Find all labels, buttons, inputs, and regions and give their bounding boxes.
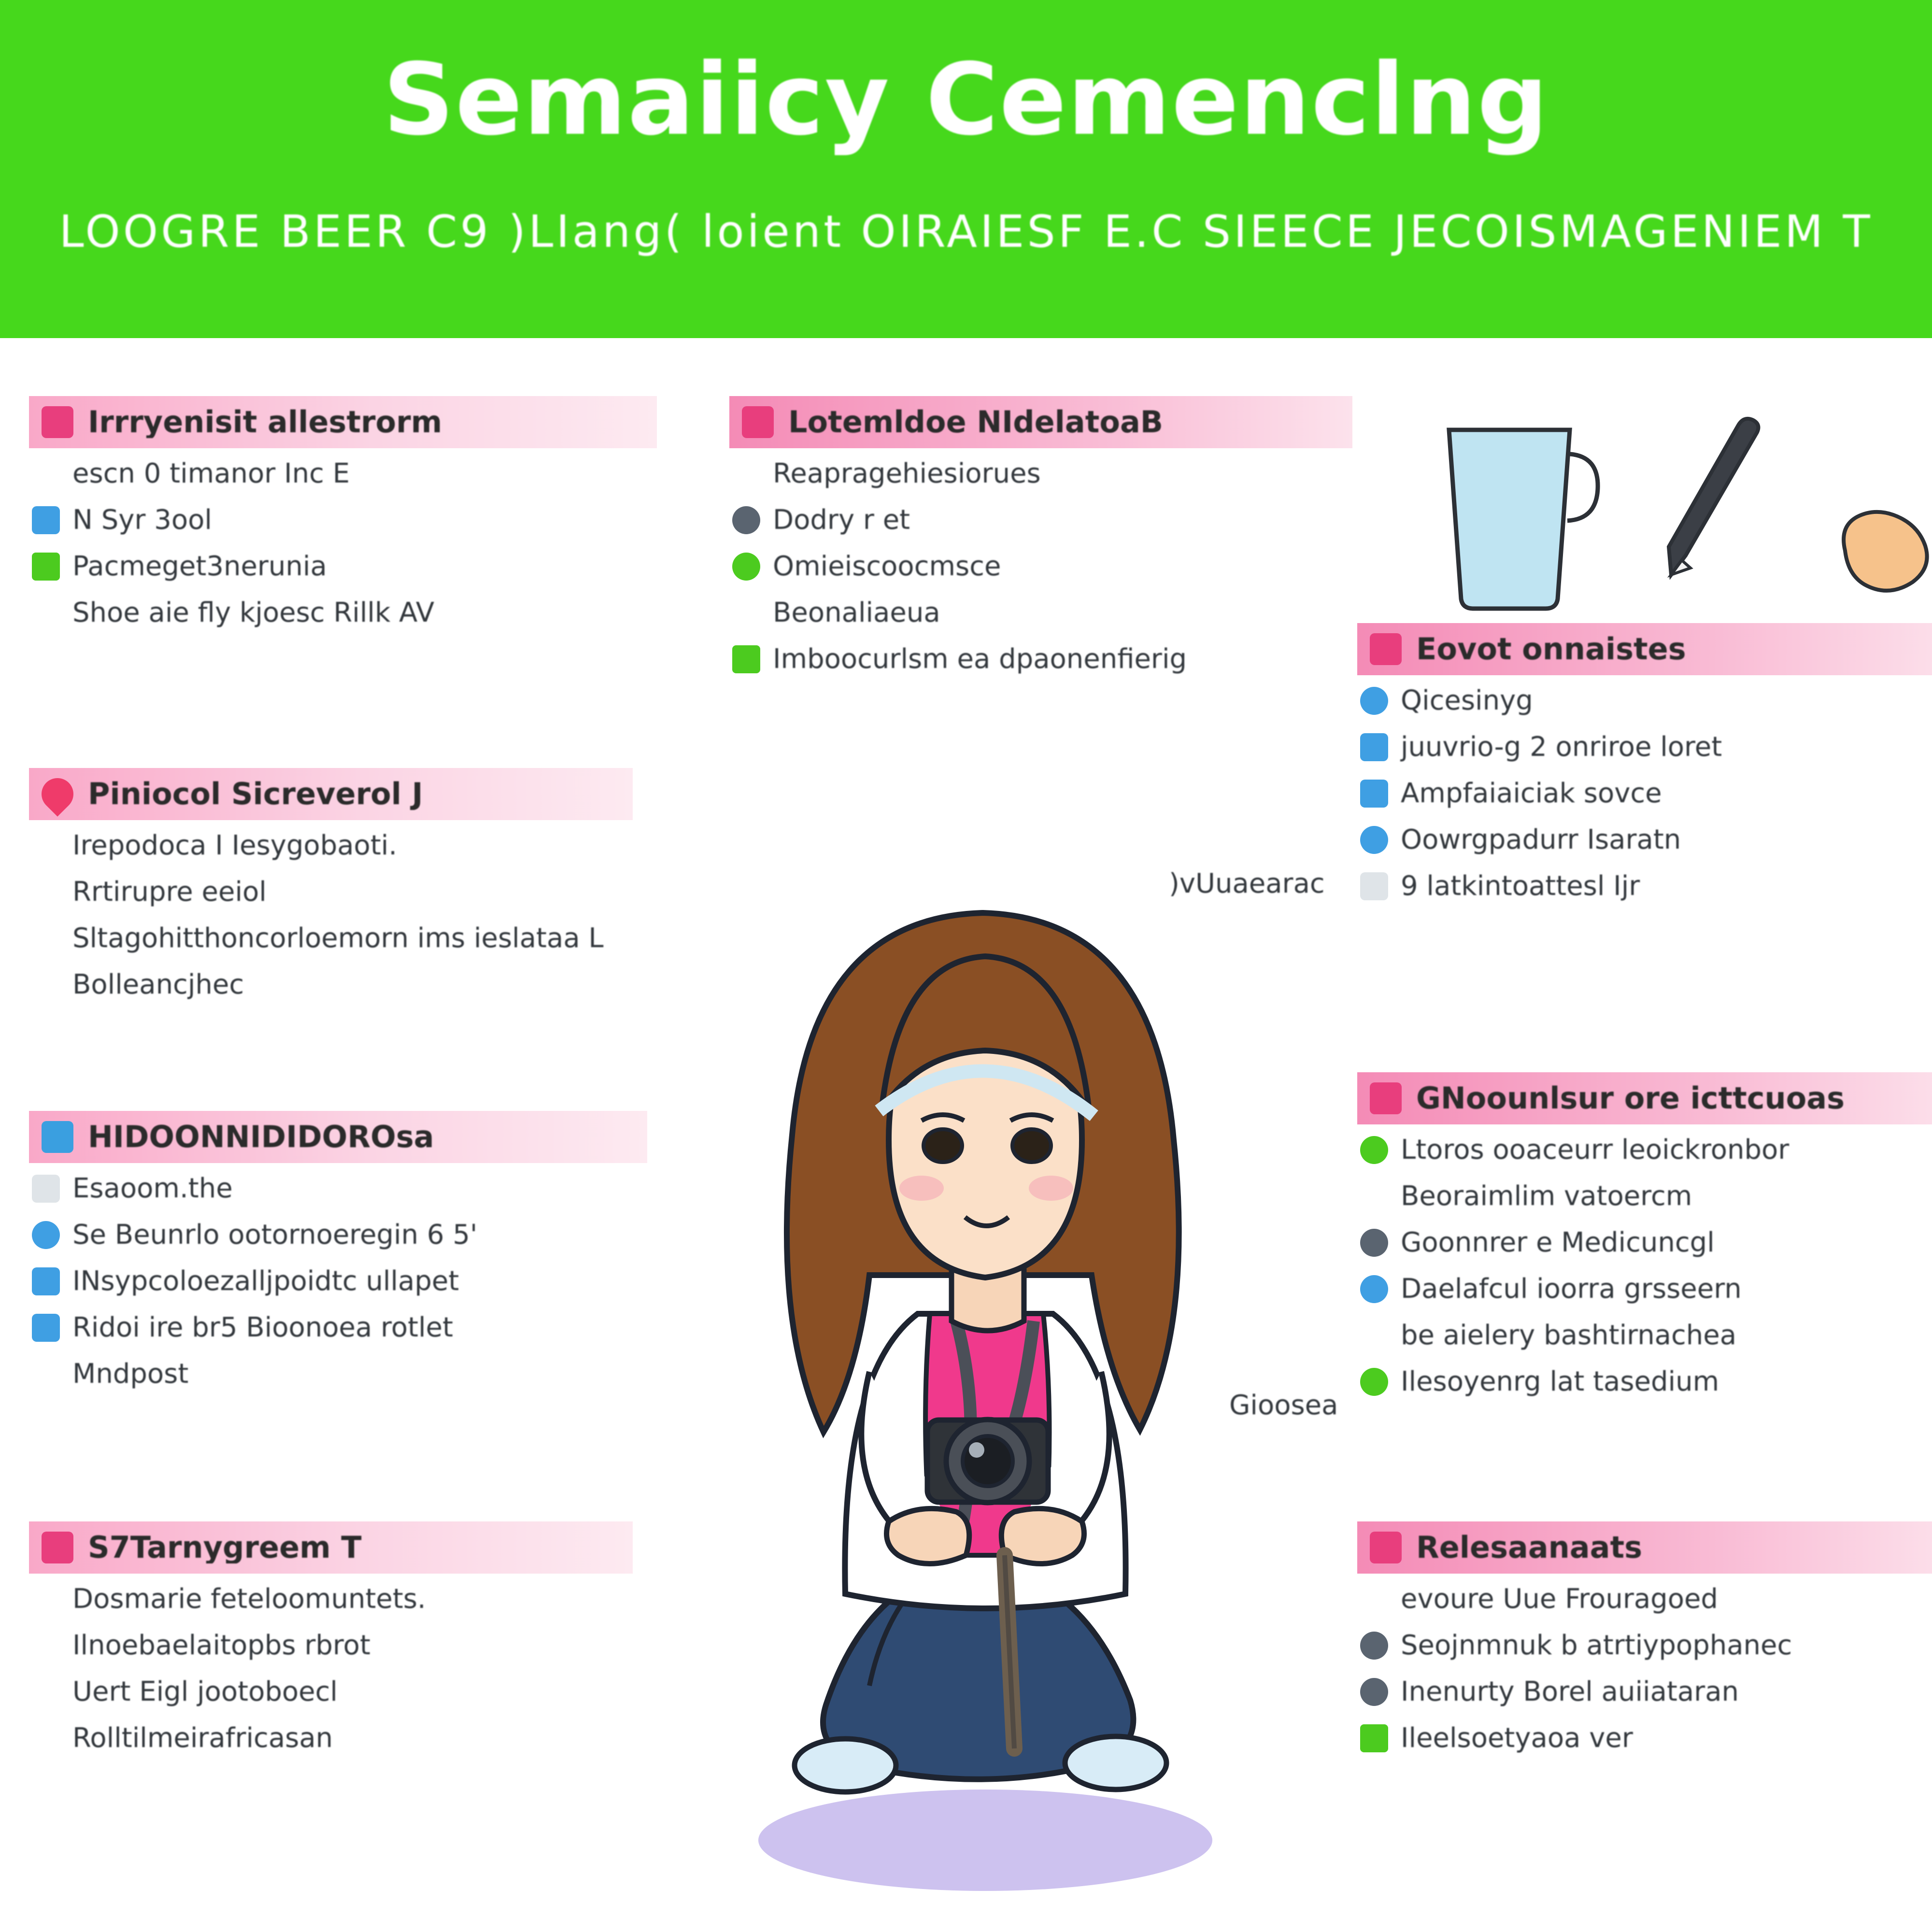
coffee-mug-icon bbox=[1430, 411, 1604, 613]
list-item bbox=[32, 552, 657, 582]
section-lighting bbox=[729, 396, 1352, 691]
list-item bbox=[32, 598, 657, 628]
list-item bbox=[1360, 825, 1932, 855]
square-pink-icon bbox=[42, 1532, 73, 1563]
square-pink-icon bbox=[42, 406, 73, 438]
list-item-label: juuvrio-g 2 onriroe loret bbox=[1401, 731, 1722, 763]
blank-bullet-icon bbox=[32, 1360, 60, 1388]
blue-square-bullet-icon bbox=[32, 506, 60, 534]
list-item bbox=[732, 552, 1352, 582]
list-item-label: Daelafcul ioorra grsseern bbox=[1401, 1273, 1742, 1305]
square-pink-icon bbox=[1370, 633, 1402, 665]
list-item bbox=[32, 1174, 647, 1204]
list-item-label: Irepodoca I Iesygobaoti. bbox=[72, 830, 398, 861]
annotation-label: Gioosea bbox=[1229, 1390, 1338, 1421]
list-item-label: Ltoros ooaceurr leoickronbor bbox=[1401, 1134, 1790, 1165]
section-list bbox=[1357, 1584, 1932, 1753]
section-list bbox=[1357, 1135, 1932, 1397]
section-header bbox=[29, 1111, 647, 1163]
list-item bbox=[32, 1266, 647, 1296]
blank-bullet-icon bbox=[32, 832, 60, 860]
list-item-label: Imboocurlsm ea dpaonenfierig bbox=[773, 643, 1187, 675]
dark-circle-bullet-icon bbox=[1360, 1632, 1388, 1660]
list-item bbox=[732, 459, 1352, 489]
list-item bbox=[732, 598, 1352, 628]
list-item-label: Qicesinyg bbox=[1401, 685, 1533, 716]
green-square-bullet-icon bbox=[1360, 1724, 1388, 1752]
list-item-label: Oowrgpadurr Isaratn bbox=[1401, 824, 1681, 855]
list-item-label: Beoraimlim vatoercm bbox=[1401, 1180, 1692, 1212]
section-settings bbox=[29, 1111, 647, 1406]
section-title: HIDOONNIDIDOROsa bbox=[88, 1121, 434, 1153]
list-item bbox=[32, 1631, 633, 1661]
list-item-label: Inenurty Borel auiiataran bbox=[1401, 1676, 1739, 1707]
list-item bbox=[1360, 1228, 1932, 1258]
blank-bullet-icon bbox=[32, 1585, 60, 1613]
page-subtitle: LOOGRE BEER C9 )LIang( loient OIRAIESF E.C SIEECE JECOISMAGENIEM T bbox=[59, 206, 1873, 257]
section-header bbox=[1357, 1072, 1932, 1124]
list-item bbox=[32, 1677, 633, 1707]
list-item bbox=[1360, 779, 1932, 809]
light-square-bullet-icon bbox=[32, 1175, 60, 1203]
list-item bbox=[32, 459, 657, 489]
section-header bbox=[1357, 623, 1932, 675]
list-item-label: Pacmeget3nerunia bbox=[72, 551, 327, 582]
list-item bbox=[1360, 1321, 1932, 1350]
blank-bullet-icon bbox=[32, 878, 60, 906]
list-item-label: Bolleancjhec bbox=[72, 969, 244, 1000]
section-title: Irrryenisit allestrorm bbox=[88, 406, 442, 438]
list-item-label: Omieiscoocmsce bbox=[773, 551, 1001, 582]
blue-square-bullet-icon bbox=[32, 1314, 60, 1342]
list-item bbox=[1360, 1367, 1932, 1397]
green-square-bullet-icon bbox=[732, 645, 760, 673]
blue-square-bullet-icon bbox=[1360, 780, 1388, 808]
list-item-label: Goonnrer e Medicuncgl bbox=[1401, 1227, 1715, 1258]
blank-bullet-icon bbox=[32, 924, 60, 952]
list-item bbox=[1360, 1135, 1932, 1165]
drop-pink-icon bbox=[35, 771, 80, 816]
blue-circle-bullet-icon bbox=[1360, 826, 1388, 854]
green-circle-bullet-icon bbox=[1360, 1136, 1388, 1164]
blue-circle-bullet-icon bbox=[1360, 1275, 1388, 1303]
list-item-label: Dosmarie feteloomuntets. bbox=[72, 1583, 426, 1615]
blue-circle-bullet-icon bbox=[32, 1221, 60, 1249]
green-square-bullet-icon bbox=[32, 553, 60, 581]
section-list bbox=[29, 1174, 647, 1389]
section-header bbox=[29, 396, 657, 448]
list-item-label: Sltagohitthoncorloemorn ims ieslataa L bbox=[72, 923, 604, 954]
section-list bbox=[1357, 686, 1932, 901]
list-item-label: 9 latkintoattesl Ijr bbox=[1401, 870, 1640, 902]
green-circle-bullet-icon bbox=[1360, 1368, 1388, 1396]
floor-mat bbox=[758, 1790, 1212, 1891]
section-list bbox=[29, 1584, 633, 1753]
list-item-label: Esaoom.the bbox=[72, 1173, 233, 1204]
list-item bbox=[1360, 1677, 1932, 1707]
section-list bbox=[29, 831, 633, 1000]
blank-bullet-icon bbox=[732, 599, 760, 627]
list-item-label: INsypcoloezalljpoidtc ullapet bbox=[72, 1265, 459, 1297]
list-item-label: be aielery bashtirnachea bbox=[1401, 1320, 1737, 1351]
section-essentials bbox=[1357, 623, 1932, 918]
section-header bbox=[729, 396, 1352, 448]
list-item-label: Rolltilmeirafricasan bbox=[72, 1722, 333, 1754]
list-item bbox=[32, 970, 633, 1000]
list-item-label: escn 0 timanor Inc E bbox=[72, 458, 350, 489]
list-item bbox=[1360, 732, 1932, 762]
section-title: Eovot onnaistes bbox=[1416, 633, 1686, 665]
list-item-label: evoure Uue Frouragoed bbox=[1401, 1583, 1718, 1615]
section-list bbox=[729, 459, 1352, 674]
blank-bullet-icon bbox=[32, 971, 60, 999]
section-header bbox=[29, 1521, 633, 1574]
list-item-label: Ilnoebaelaitopbs rbrot bbox=[72, 1630, 370, 1661]
hand-icon bbox=[1831, 483, 1932, 599]
list-item bbox=[1360, 871, 1932, 901]
section-camera bbox=[29, 768, 633, 1016]
list-item bbox=[1360, 1584, 1932, 1614]
list-item bbox=[32, 1723, 633, 1753]
list-item bbox=[32, 1584, 633, 1614]
blank-bullet-icon bbox=[32, 599, 60, 627]
square-pink-icon bbox=[742, 406, 774, 438]
section-header bbox=[1357, 1521, 1932, 1574]
page-title: Semaiicy Cemenclng bbox=[383, 43, 1549, 157]
square-pink-icon bbox=[1370, 1082, 1402, 1114]
pen-icon bbox=[1652, 415, 1768, 589]
blank-bullet-icon bbox=[32, 460, 60, 488]
list-item-label: Shoe aie fly kjoesc Rillk AV bbox=[72, 597, 435, 628]
section-title: Relesaanaats bbox=[1416, 1532, 1643, 1563]
list-item-label: Ileelsoetyaoa ver bbox=[1401, 1722, 1633, 1754]
light-square-bullet-icon bbox=[1360, 872, 1388, 900]
list-item-label: Reapragehiesiorues bbox=[773, 458, 1041, 489]
list-item-label: Rrtirupre eeiol bbox=[72, 876, 267, 908]
list-item bbox=[1360, 686, 1932, 716]
section-planning bbox=[1357, 1072, 1932, 1413]
list-item-label: Se Beunrlo ootornoeregin 6 5' bbox=[72, 1219, 478, 1250]
square-blue-icon bbox=[42, 1121, 73, 1153]
list-item-label: Seojnmnuk b atrtiypophanec bbox=[1401, 1630, 1792, 1661]
list-item-label: Dodry r et bbox=[773, 504, 910, 536]
blank-bullet-icon bbox=[1360, 1182, 1388, 1210]
section-title: S7Tarnygreem T bbox=[88, 1532, 362, 1563]
green-circle-bullet-icon bbox=[732, 553, 760, 581]
section-header bbox=[29, 768, 633, 820]
list-item bbox=[1360, 1723, 1932, 1753]
list-item bbox=[32, 877, 633, 907]
list-item bbox=[32, 831, 633, 861]
blue-square-bullet-icon bbox=[1360, 733, 1388, 761]
blank-bullet-icon bbox=[32, 1724, 60, 1752]
list-item bbox=[32, 1359, 647, 1389]
header-banner bbox=[0, 0, 1932, 338]
list-item-label: Ampfaiaiciak sovce bbox=[1401, 778, 1662, 809]
list-item bbox=[732, 644, 1352, 674]
list-item bbox=[1360, 1631, 1932, 1661]
blue-square-bullet-icon bbox=[32, 1267, 60, 1295]
annotation-label: )vUuaearac bbox=[1169, 868, 1325, 899]
list-item bbox=[32, 505, 657, 535]
list-item-label: N Syr 3ool bbox=[72, 504, 212, 536]
dark-circle-bullet-icon bbox=[732, 506, 760, 534]
blank-bullet-icon bbox=[732, 460, 760, 488]
section-title: Piniocol Sicreverol J bbox=[88, 778, 423, 810]
list-item-label: Ilesoyenrg lat tasedium bbox=[1401, 1366, 1719, 1397]
dark-circle-bullet-icon bbox=[1360, 1229, 1388, 1257]
list-item-label: Uert Eigl jootoboecl bbox=[72, 1676, 338, 1707]
list-item bbox=[1360, 1274, 1932, 1304]
section-title: Lotemldoe NIdelatoaB bbox=[788, 406, 1164, 438]
seated-photographer-illustration bbox=[618, 802, 1343, 1913]
list-item bbox=[32, 1220, 647, 1250]
section-list bbox=[29, 459, 657, 628]
section-title: GNoounlsur ore icttcuoas bbox=[1416, 1082, 1845, 1114]
blank-bullet-icon bbox=[32, 1632, 60, 1660]
list-item bbox=[32, 1313, 647, 1343]
blue-circle-bullet-icon bbox=[1360, 687, 1388, 715]
list-item bbox=[1360, 1181, 1932, 1211]
square-pink-icon bbox=[1370, 1532, 1402, 1563]
list-item-label: Ridoi ire br5 Bioonoea rotlet bbox=[72, 1312, 454, 1343]
blank-bullet-icon bbox=[1360, 1321, 1388, 1350]
blank-bullet-icon bbox=[32, 1678, 60, 1706]
section-workflow bbox=[29, 1521, 633, 1770]
list-item-label: Mndpost bbox=[72, 1358, 189, 1390]
list-item-label: Beonaliaeua bbox=[773, 597, 940, 628]
dark-circle-bullet-icon bbox=[1360, 1678, 1388, 1706]
section-equipment bbox=[29, 396, 657, 644]
list-item bbox=[732, 505, 1352, 535]
section-delivery bbox=[1357, 1521, 1932, 1770]
blank-bullet-icon bbox=[1360, 1585, 1388, 1613]
list-item bbox=[32, 923, 633, 953]
